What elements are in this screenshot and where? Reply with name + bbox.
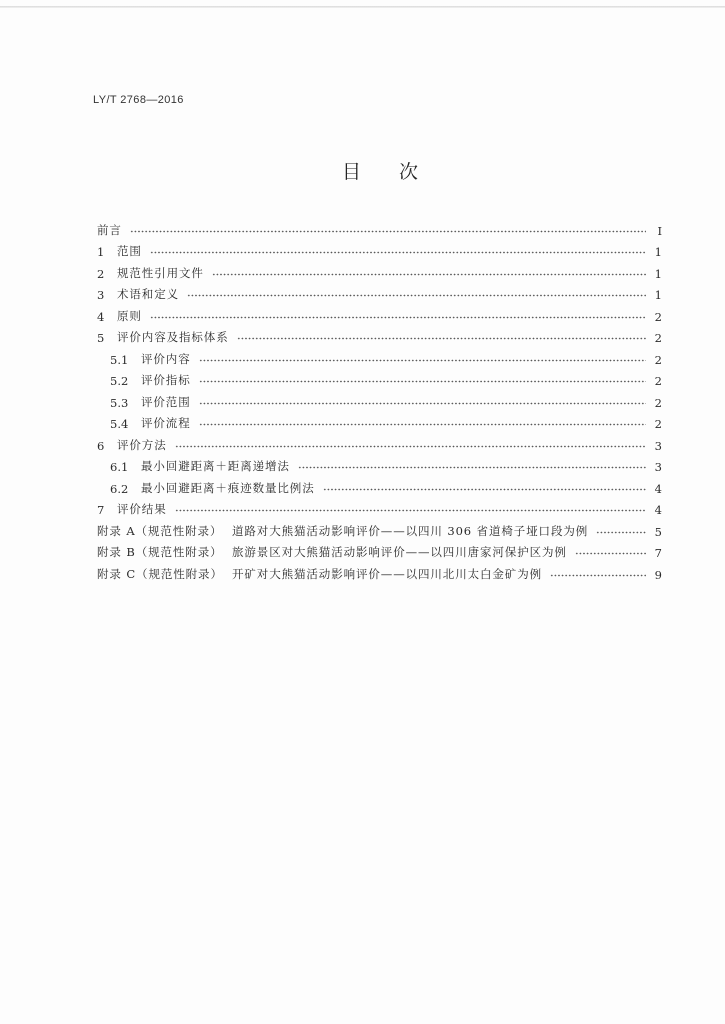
toc-entry-label: 最小回避距离＋距离递增法 <box>141 459 290 473</box>
appendix-label: 附录 C（规范性附录） <box>97 566 223 581</box>
toc-subentry <box>97 367 662 389</box>
appendix-label: 附录 B（规范性附录） <box>97 545 223 559</box>
appendix-label: 附录 A（规范性附录） <box>97 523 223 538</box>
toc-entry <box>97 259 662 281</box>
toc-entry-number: 1 <box>97 245 105 259</box>
toc-entry-foreword <box>97 216 662 238</box>
toc-entry-label: 范围 <box>117 244 142 258</box>
toc-entry-number: 6.2 <box>110 481 129 496</box>
dot-leader <box>199 359 646 362</box>
appendix-title: 开矿对大熊猫活动影响评价——以四川北川太白金矿为例 <box>232 566 542 581</box>
toc-subentry <box>97 410 662 432</box>
dot-leader <box>199 380 646 383</box>
toc-entry-page: 4 <box>654 503 662 517</box>
toc-appendix-entry <box>97 539 662 561</box>
table-of-contents <box>97 216 662 582</box>
appendix-title: 道路对大熊猫活动影响评价——以四川 306 省道椅子垭口段为例 <box>232 523 589 538</box>
toc-entry-number: 2 <box>97 266 105 281</box>
toc-entry-number: 5.2 <box>110 374 129 388</box>
toc-entry-label: 评价内容及指标体系 <box>117 330 229 344</box>
dot-leader <box>130 230 646 233</box>
toc-entry-number: 3 <box>97 288 105 302</box>
toc-entry-number: 5.3 <box>110 395 129 410</box>
toc-subentry <box>97 388 662 410</box>
dot-leader <box>298 466 646 469</box>
dot-leader <box>212 273 646 276</box>
toc-entry-label: 术语和定义 <box>117 287 179 301</box>
toc-entry-page: 7 <box>654 546 662 560</box>
toc-entry-page: 3 <box>654 460 662 474</box>
dot-leader <box>199 402 646 405</box>
toc-entry-number: 6 <box>97 438 105 453</box>
dot-leader <box>596 531 646 534</box>
dot-leader <box>199 423 646 426</box>
dot-leader <box>323 488 646 491</box>
toc-entry-page: 1 <box>654 288 662 302</box>
dot-leader <box>150 251 646 254</box>
toc-entry <box>97 302 662 324</box>
toc-entry-label: 规范性引用文件 <box>117 265 204 280</box>
dot-leader <box>150 316 646 319</box>
toc-entry-page: 1 <box>654 245 662 259</box>
toc-entry-page: 2 <box>654 352 662 367</box>
toc-appendix-entry <box>97 517 662 539</box>
toc-entry-label: 最小回避距离＋痕迹数量比例法 <box>141 480 315 495</box>
toc-entry-label: 评价结果 <box>117 502 167 516</box>
toc-entry-page: 2 <box>654 374 662 388</box>
toc-entry-label: 评价方法 <box>117 437 167 452</box>
toc-entry-number: 4 <box>97 309 105 324</box>
toc-entry-page: 5 <box>654 524 662 539</box>
dot-leader <box>187 294 646 297</box>
toc-entry <box>97 496 662 518</box>
toc-subentry <box>97 453 662 475</box>
toc-entry <box>97 238 662 260</box>
scan-edge-line <box>0 6 725 8</box>
toc-appendix-entry <box>97 560 662 582</box>
toc-subentry <box>97 345 662 367</box>
toc-entry-number: 5.4 <box>110 417 129 431</box>
toc-entry <box>97 281 662 303</box>
toc-entry-page: 3 <box>654 438 662 453</box>
toc-entry-label: 前言 <box>97 222 122 237</box>
toc-entry-label: 评价流程 <box>141 416 191 430</box>
toc-entry <box>97 324 662 346</box>
toc-entry-page: Ⅰ <box>657 223 662 238</box>
toc-entry-page: 2 <box>654 395 662 410</box>
toc-entry-number: 7 <box>97 503 105 517</box>
toc-subentry <box>97 474 662 496</box>
standard-code: LY/T 2768—2016 <box>93 94 184 106</box>
toc-entry-label: 原则 <box>117 308 142 323</box>
toc-entry-label: 评价指标 <box>141 373 191 387</box>
toc-entry <box>97 431 662 453</box>
dot-leader <box>175 445 646 448</box>
toc-entry-number: 5 <box>97 331 105 345</box>
toc-entry-page: 4 <box>654 481 662 496</box>
toc-entry-label: 评价范围 <box>141 394 191 409</box>
toc-entry-page: 9 <box>654 567 662 582</box>
appendix-title: 旅游景区对大熊猫活动影响评价——以四川唐家河保护区为例 <box>232 545 567 559</box>
dot-leader <box>575 552 646 555</box>
toc-entry-page: 2 <box>654 417 662 431</box>
page-title: 目 次 <box>341 161 418 183</box>
toc-entry-label: 评价内容 <box>141 351 191 366</box>
toc-entry-page: 1 <box>654 266 662 281</box>
dot-leader <box>237 337 646 340</box>
toc-entry-page: 2 <box>654 331 662 345</box>
toc-entry-number: 6.1 <box>110 460 129 474</box>
dot-leader <box>175 509 646 512</box>
toc-entry-page: 2 <box>654 309 662 324</box>
toc-entry-number: 5.1 <box>110 352 129 367</box>
dot-leader <box>550 574 646 577</box>
